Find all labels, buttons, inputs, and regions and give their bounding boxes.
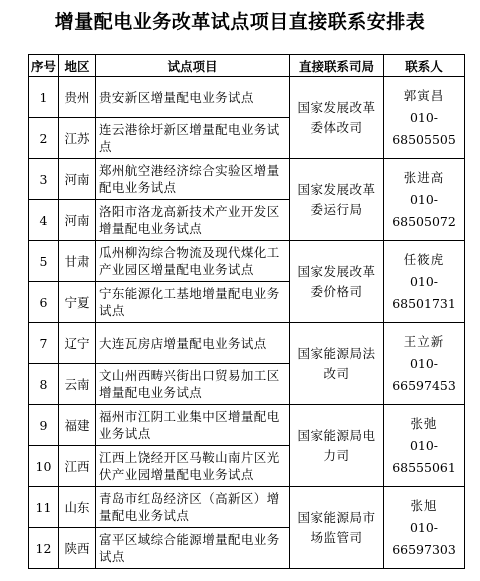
contact-phone: 010-66597303 <box>392 519 456 557</box>
region-cell: 宁夏 <box>59 282 96 323</box>
contact-cell <box>384 241 465 323</box>
table-row <box>29 405 465 446</box>
contact-name: 郭寅昌 <box>403 87 445 103</box>
table-row <box>29 487 465 528</box>
header-region: 地区 <box>59 55 96 77</box>
project-cell: 富平区域综合能源增量配电业务试点 <box>96 528 290 569</box>
contact-phone: 010-68505505 <box>392 109 456 147</box>
contact-phone: 010-68555061 <box>392 437 456 475</box>
region-cell: 河南 <box>59 159 96 200</box>
header-contact: 联系人 <box>384 55 465 77</box>
page-title: 增量配电业务改革试点项目直接联系安排表 <box>54 11 426 33</box>
seq-cell: 1 <box>29 77 59 118</box>
project-cell: 青岛市红岛经济区（高新区）增量配电业务试点 <box>96 487 290 528</box>
seq-cell: 10 <box>29 446 59 487</box>
contact-cell <box>384 487 465 569</box>
project-cell: 福州市江阴工业集中区增量配电业务试点 <box>96 405 290 446</box>
seq-cell: 6 <box>29 282 59 323</box>
project-cell: 文山州西畴兴街出口贸易加工区增量配电业务试点 <box>96 364 290 405</box>
region-cell: 河南 <box>59 200 96 241</box>
project-cell: 大连瓦房店增量配电业务试点 <box>96 323 290 364</box>
project-cell: 郑州航空港经济综合实验区增量配电业务试点 <box>96 159 290 200</box>
seq-cell: 2 <box>29 118 59 159</box>
contact-phone: 010-66597453 <box>392 355 456 393</box>
table-row <box>29 241 465 282</box>
contact-cell <box>384 323 465 405</box>
bureau-cell: 国家发展改革委价格司 <box>290 241 384 323</box>
contact-cell <box>384 77 465 159</box>
project-cell: 江西上饶经开区马鞍山南片区光伏产业园增量配电业务试点 <box>96 446 290 487</box>
contact-name: 任筱虎 <box>403 251 445 267</box>
bureau-cell: 国家能源局市场监管司 <box>290 487 384 569</box>
seq-cell: 3 <box>29 159 59 200</box>
project-cell: 连云港徐圩新区增量配电业务试点 <box>96 118 290 159</box>
contact-phone: 010-68505072 <box>392 191 456 229</box>
region-cell: 山东 <box>59 487 96 528</box>
region-cell: 江苏 <box>59 118 96 159</box>
contact-table <box>28 54 465 569</box>
region-cell: 陕西 <box>59 528 96 569</box>
region-cell: 甘肃 <box>59 241 96 282</box>
header-seq: 序号 <box>29 55 59 77</box>
contact-cell <box>384 405 465 487</box>
region-cell: 福建 <box>59 405 96 446</box>
seq-cell: 5 <box>29 241 59 282</box>
region-cell: 江西 <box>59 446 96 487</box>
project-cell: 瓜州柳沟综合物流及现代煤化工产业园区增量配电业务试点 <box>96 241 290 282</box>
seq-cell: 8 <box>29 364 59 405</box>
region-cell: 贵州 <box>59 77 96 118</box>
table-header-row <box>29 55 465 77</box>
seq-cell: 9 <box>29 405 59 446</box>
table-row <box>29 323 465 364</box>
contact-cell <box>384 159 465 241</box>
project-cell: 贵安新区增量配电业务试点 <box>96 77 290 118</box>
project-cell: 洛阳市洛龙高新技术产业开发区增量配电业务试点 <box>96 200 290 241</box>
seq-cell: 4 <box>29 200 59 241</box>
seq-cell: 7 <box>29 323 59 364</box>
seq-cell: 11 <box>29 487 59 528</box>
table-row <box>29 77 465 118</box>
bureau-cell: 国家能源局法改司 <box>290 323 384 405</box>
contact-name: 张弛 <box>410 415 438 431</box>
project-cell: 宁东能源化工基地增量配电业务试点 <box>96 282 290 323</box>
contact-name: 张旭 <box>410 497 438 513</box>
bureau-cell: 国家发展改革委体改司 <box>290 77 384 159</box>
header-bureau: 直接联系司局 <box>290 55 384 77</box>
table-row <box>29 159 465 200</box>
contact-phone: 010-68501731 <box>392 273 456 311</box>
seq-cell: 12 <box>29 528 59 569</box>
region-cell: 云南 <box>59 364 96 405</box>
contact-name: 王立新 <box>403 333 445 349</box>
region-cell: 辽宁 <box>59 323 96 364</box>
contact-name: 张进高 <box>403 169 445 185</box>
bureau-cell: 国家能源局电力司 <box>290 405 384 487</box>
header-project: 试点项目 <box>96 55 290 77</box>
bureau-cell: 国家发展改革委运行局 <box>290 159 384 241</box>
